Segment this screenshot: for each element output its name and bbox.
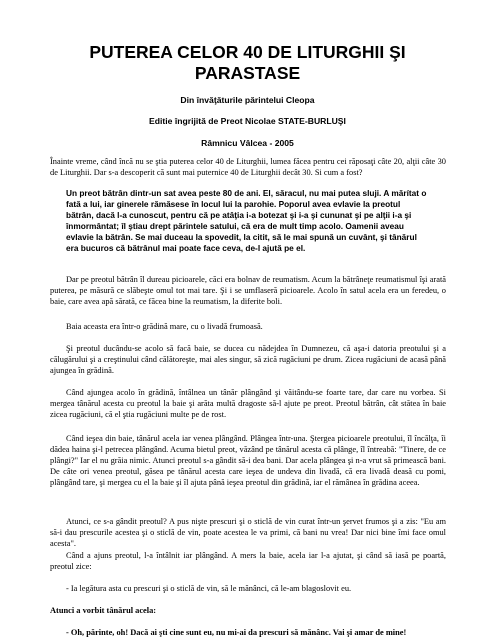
paragraph-8: - Ia legătura asta cu prescuri şi o sticlă de vin, să le mănânci, că le-am blagoslovit eu. [66, 584, 352, 593]
paragraph-9: Atunci a vorbit tânărul acela: [50, 606, 157, 615]
paragraph-7: Când a ajuns preotul, l-a întâlnit iar plângând. A mers la baie, acela iar l-a ajutat, şi când să iasă pe poartă, preotul zice: [50, 551, 446, 571]
edition-subtitle: Editie îngrijită de Preot Nicolae STATE-BURLUŞI [149, 116, 346, 126]
paragraph-6: Atunci, ce s-a gândit preotul? A pus nişte prescuri şi o sticlă de vin curat într-un şervet frumos şi a zis: "Eu am să-i dau prescurile acestea şi o sticlă de vin, poate acestea le va primi, că bani nu vrea! Dar nici bine îmi face omul acesta". [50, 517, 446, 548]
source-subtitle: Din învăţăturile părintelui Cleopa [180, 95, 315, 105]
paragraph-1: Dar pe preotul bătrân îl dureau picioarele, căci era bolnav de reumatism. Acum la bătrâneţe reumatismul îşi arată puterea, pe măsură ce slăbeşte omul tot mai tare. Şi i se umflaseră picioarele. Acolo în satul acela era un feredeu, o baie, care avea apă sărată, ce făcea bine la reumatism, la diferite boli. [50, 275, 446, 306]
place-year: Râmnicu Vâlcea - 2005 [201, 138, 294, 148]
paragraph-2: Baia aceasta era într-o grădină mare, cu o livadă frumoasă. [66, 322, 263, 331]
paragraph-10: - Oh, părinte, oh! Dacă ai şti cine sunt eu, nu mi-ai da prescuri să mănânc. Vai şi amar de mine! [66, 628, 407, 637]
intro-paragraph: Înainte vreme, când încă nu se ştia puterea celor 40 de Liturghii, lumea făcea pentru cei răposaţi câte 20, alţii câte 30 de Liturghii. Dar s-a descoperit că sunt mai puternice 40 de Liturghii decât 30. Si cum a fost? [50, 157, 446, 177]
paragraph-5: Când ieşea din baie, tânărul acela iar venea plângând. Plângea într-una. Ştergea picioarele preotului, îl încălţa, îi dădea haina şi-l petrecea plângând. Acuma bietul preot, văzând pe tânărul acesta că plânge, îl întreabă: "Tinere, de ce plângi?" Iar el nu grăia nimic. Atunci preotul s-a gândit să-i dea bani. Dar acela plângea şi n-a vrut să primească bani. De câte ori venea preotul, găsea pe tânărul acesta care ieşea de undeva din livadă, că era livadă deasă cu pomi, plângând tare, şi mergea cu el la baie şi îl ajuta până ieşea preotul din grădină, iar el rămânea în grădina aceea. [50, 434, 446, 487]
title-line-1: PUTEREA CELOR 40 DE LITURGHII ŞI [89, 42, 406, 62]
page-title [0, 42, 495, 84]
title-line-2: PARASTASE [194, 63, 301, 83]
paragraph-3: Şi preotul ducându-se acolo să facă baie, se ducea cu nădejdea în Dumnezeu, că aşa-i datoria preotului şi a călugărului şi a creştinului când călătoreşte, mai ales singur, să zică rugăciuni pe drum. Zicea rugăciuni de acasă până ajungea în grădină. [50, 344, 446, 375]
highlight-paragraph: Un preot bătrân dintr-un sat avea peste 80 de ani. El, săracul, nu mai putea sluji. A mărítat o fată a lui, iar ginerele rămăsese în locul lui la parohie. Poporul avea evlavie la preotul bătrân, dacă l-a cunoscut, pentru că pe atâţia i-a botezat şi i-a şi cununat şi pe alţii i-a şi înmormântat; îl ştiau drept părintele satului, că era de mult timp acolo. Oamenii aveau evlavie la bătrân. Se mai duceau la spovedit, la citit, să le mai spună un cuvânt, şi tânărul era bucuros că bătrânul mai poate face ceva, de-l ajută pe el. [66, 188, 427, 253]
paragraph-4: Când ajungea acolo în grădină, întâlnea un tânăr plângând şi văitându-se foarte tare, dar care nu vorbea. Si mergea tânărul acesta cu preotul la baie şi arăta multă dragoste să-l ajute pe preot. Preotul bătrân, cât stătea în baie zicea rugăciuni, că el ştia rugăciuni multe pe de rost. [50, 388, 446, 419]
